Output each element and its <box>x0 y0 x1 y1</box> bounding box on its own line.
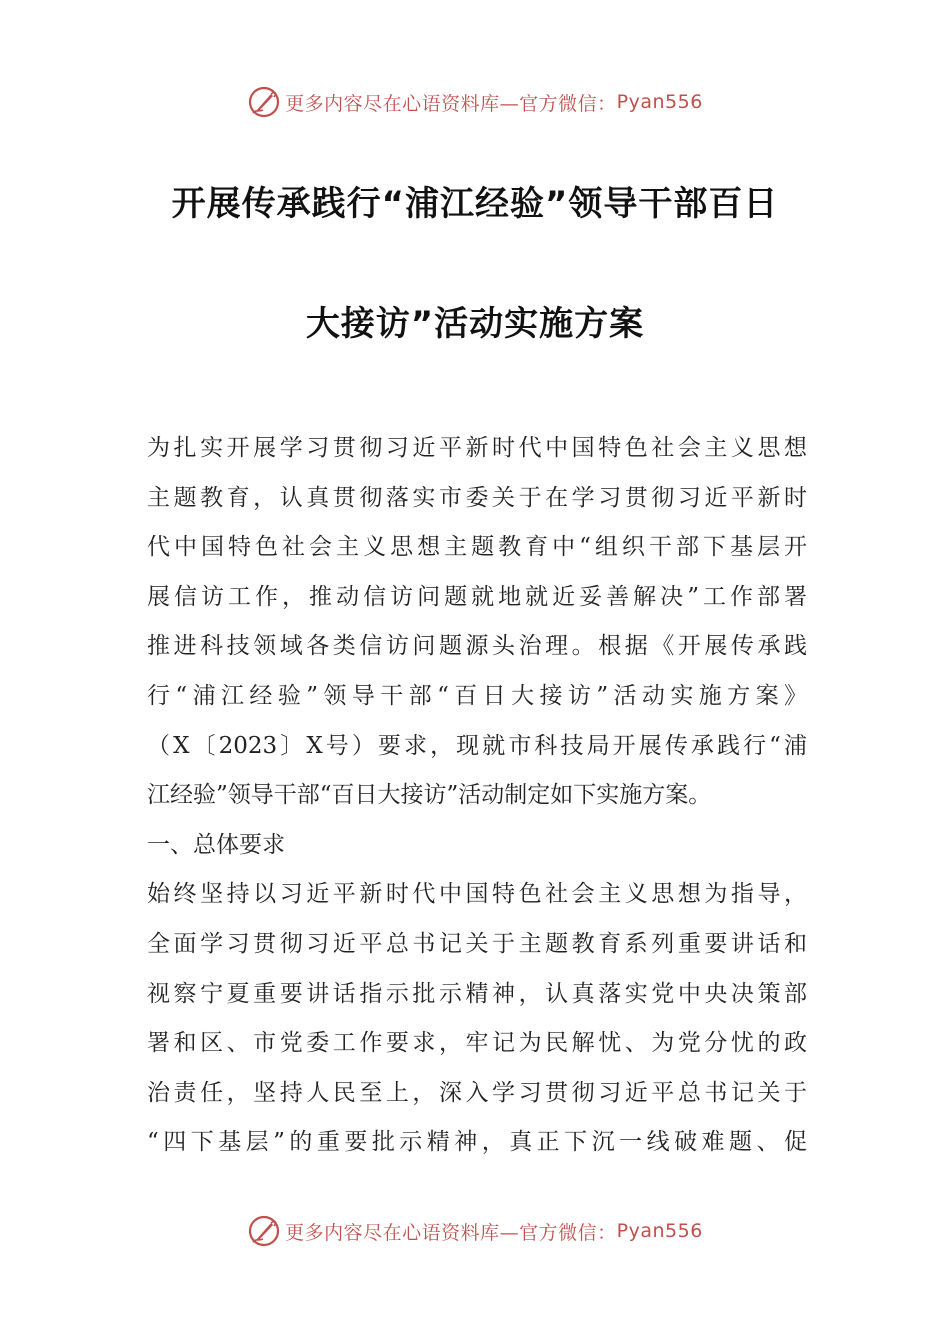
body-line: 始终坚持以习近平新时代中国特色社会主义思想为指导， <box>147 881 807 908</box>
body-line: 为扎实开展学习贯彻习近平新时代中国特色社会主义思想 <box>147 435 807 461</box>
body-line: 推进科技领域各类信访问题源头治理。根据《开展传承践 <box>147 633 807 660</box>
body-line: 展信访工作，推动信访问题就地就近妥善解决”工作部署 <box>147 583 807 610</box>
body-line: 行“浦江经验”领导干部“百日大接访”活动实施方案》 <box>147 682 807 709</box>
watermark-header <box>0 82 950 122</box>
body-line: 署和区、市党委工作要求，牢记为民解忧、为党分忧的政 <box>147 1030 807 1057</box>
body-line: 治责任，坚持人民至上，深入学习贯彻习近平总书记关于 <box>147 1079 807 1106</box>
document-title-line-2: 大接访”活动实施方案 <box>305 304 645 344</box>
watermark-handle: Pyan556 <box>616 1220 703 1242</box>
document-title-line-1: 开展传承践行“浦江经验”领导干部百日 <box>171 184 779 224</box>
body-line: “四下基层”的重要批示精神，真正下沉一线破难题、促 <box>147 1129 807 1156</box>
document-body <box>147 424 807 1168</box>
body-line: 全面学习贯彻习近平总书记关于主题教育系列重要讲话和 <box>147 930 807 957</box>
watermark-footer <box>0 1211 950 1251</box>
body-line: 江经验”领导干部“百日大接访”活动制定如下实施方案。 <box>147 782 712 809</box>
quill-logo-icon <box>247 85 281 119</box>
watermark-text: 更多内容尽在心语资料库—官方微信： <box>285 92 617 115</box>
body-line: 主题教育，认真贯彻落实市委关于在学习贯彻习近平新时 <box>147 484 807 511</box>
body-line: 视察宁夏重要讲话指示批示精神，认真落实党中央决策部 <box>147 980 807 1007</box>
section-heading: 一、总体要求 <box>147 831 285 858</box>
watermark-text: 更多内容尽在心语资料库—官方微信： <box>285 1221 617 1244</box>
body-line: （X〔2023〕X号）要求，现就市科技局开展传承践行“浦 <box>147 732 807 759</box>
watermark-handle: Pyan556 <box>616 91 703 113</box>
body-line: 代中国特色社会主义思想主题教育中“组织干部下基层开 <box>147 534 807 561</box>
quill-logo-icon <box>247 1214 281 1248</box>
